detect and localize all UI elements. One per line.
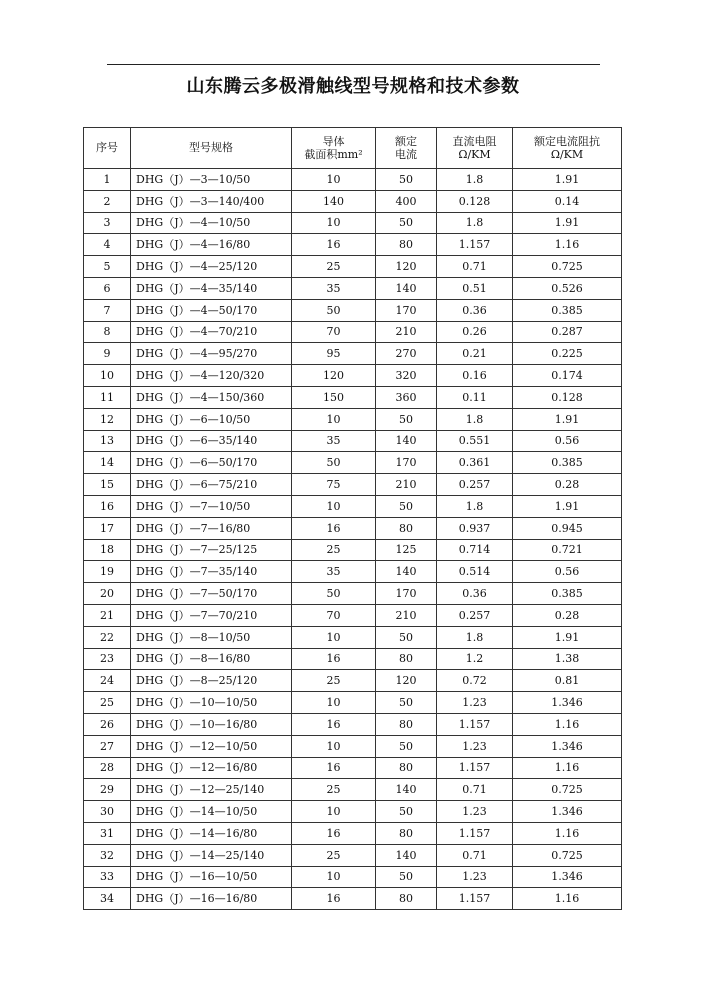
cell-dc-resistance: 0.257	[437, 604, 513, 626]
cell-index: 13	[84, 430, 131, 452]
cell-index: 1	[84, 169, 131, 191]
cell-rated-current: 140	[376, 779, 437, 801]
cell-rated-current: 125	[376, 539, 437, 561]
cell-impedance: 1.16	[513, 234, 622, 256]
cell-rated-current: 50	[376, 692, 437, 714]
cell-rated-current: 80	[376, 822, 437, 844]
cell-section-area: 16	[292, 517, 376, 539]
cell-section-area: 50	[292, 452, 376, 474]
table-row	[84, 277, 622, 299]
cell-rated-current: 270	[376, 343, 437, 365]
cell-model: DHG（J）—7—10/50	[131, 495, 292, 517]
cell-index: 8	[84, 321, 131, 343]
cell-dc-resistance: 0.11	[437, 386, 513, 408]
cell-rated-current: 50	[376, 169, 437, 191]
cell-section-area: 35	[292, 430, 376, 452]
cell-impedance: 0.721	[513, 539, 622, 561]
cell-section-area: 16	[292, 713, 376, 735]
cell-dc-resistance: 1.157	[437, 713, 513, 735]
cell-index: 25	[84, 692, 131, 714]
table-row	[84, 779, 622, 801]
cell-dc-resistance: 1.8	[437, 212, 513, 234]
cell-impedance: 0.56	[513, 430, 622, 452]
header-section-area: 导体 截面积mm²	[292, 128, 376, 169]
cell-impedance: 1.91	[513, 212, 622, 234]
cell-model: DHG（J）—4—50/170	[131, 299, 292, 321]
table-row	[84, 670, 622, 692]
cell-dc-resistance: 0.71	[437, 256, 513, 278]
cell-index: 21	[84, 604, 131, 626]
cell-dc-resistance: 0.72	[437, 670, 513, 692]
cell-rated-current: 50	[376, 408, 437, 430]
cell-rated-current: 320	[376, 365, 437, 387]
cell-impedance: 0.28	[513, 604, 622, 626]
cell-impedance: 1.346	[513, 735, 622, 757]
cell-dc-resistance: 0.361	[437, 452, 513, 474]
cell-dc-resistance: 0.21	[437, 343, 513, 365]
cell-dc-resistance: 0.36	[437, 583, 513, 605]
table-row	[84, 539, 622, 561]
table-row	[84, 648, 622, 670]
cell-section-area: 16	[292, 234, 376, 256]
table-row	[84, 561, 622, 583]
cell-index: 27	[84, 735, 131, 757]
cell-index: 16	[84, 495, 131, 517]
cell-impedance: 0.945	[513, 517, 622, 539]
cell-rated-current: 80	[376, 713, 437, 735]
cell-rated-current: 50	[376, 735, 437, 757]
cell-impedance: 1.346	[513, 692, 622, 714]
cell-dc-resistance: 1.157	[437, 757, 513, 779]
cell-index: 4	[84, 234, 131, 256]
cell-rated-current: 120	[376, 670, 437, 692]
table-row	[84, 583, 622, 605]
cell-index: 26	[84, 713, 131, 735]
cell-section-area: 25	[292, 779, 376, 801]
cell-impedance: 1.16	[513, 822, 622, 844]
cell-index: 6	[84, 277, 131, 299]
table-row	[84, 408, 622, 430]
cell-section-area: 75	[292, 474, 376, 496]
cell-dc-resistance: 0.51	[437, 277, 513, 299]
cell-impedance: 0.174	[513, 365, 622, 387]
cell-rated-current: 50	[376, 866, 437, 888]
table-row	[84, 474, 622, 496]
cell-impedance: 1.91	[513, 495, 622, 517]
cell-dc-resistance: 1.2	[437, 648, 513, 670]
cell-model: DHG（J）—4—25/120	[131, 256, 292, 278]
table-row	[84, 888, 622, 910]
table-row	[84, 452, 622, 474]
cell-index: 5	[84, 256, 131, 278]
cell-rated-current: 80	[376, 888, 437, 910]
cell-rated-current: 170	[376, 452, 437, 474]
cell-index: 20	[84, 583, 131, 605]
cell-model: DHG（J）—4—150/360	[131, 386, 292, 408]
cell-index: 29	[84, 779, 131, 801]
cell-index: 17	[84, 517, 131, 539]
cell-dc-resistance: 0.36	[437, 299, 513, 321]
cell-model: DHG（J）—14—16/80	[131, 822, 292, 844]
cell-model: DHG（J）—4—95/270	[131, 343, 292, 365]
header-impedance: 额定电流阻抗 Ω/KM	[513, 128, 622, 169]
cell-section-area: 16	[292, 757, 376, 779]
cell-rated-current: 360	[376, 386, 437, 408]
cell-rated-current: 140	[376, 561, 437, 583]
cell-impedance: 0.526	[513, 277, 622, 299]
cell-rated-current: 210	[376, 604, 437, 626]
cell-model: DHG（J）—4—70/210	[131, 321, 292, 343]
header-dc-resistance: 直流电阻 Ω/KM	[437, 128, 513, 169]
cell-model: DHG（J）—4—10/50	[131, 212, 292, 234]
cell-section-area: 10	[292, 212, 376, 234]
table-row	[84, 495, 622, 517]
cell-section-area: 25	[292, 670, 376, 692]
cell-rated-current: 50	[376, 212, 437, 234]
cell-index: 2	[84, 190, 131, 212]
cell-section-area: 10	[292, 408, 376, 430]
cell-dc-resistance: 1.23	[437, 735, 513, 757]
cell-rated-current: 80	[376, 234, 437, 256]
cell-rated-current: 50	[376, 801, 437, 823]
cell-model: DHG（J）—4—16/80	[131, 234, 292, 256]
cell-index: 33	[84, 866, 131, 888]
cell-dc-resistance: 1.23	[437, 692, 513, 714]
table-row	[84, 299, 622, 321]
cell-rated-current: 80	[376, 757, 437, 779]
cell-dc-resistance: 0.714	[437, 539, 513, 561]
cell-index: 18	[84, 539, 131, 561]
cell-section-area: 16	[292, 648, 376, 670]
cell-dc-resistance: 0.16	[437, 365, 513, 387]
cell-rated-current: 140	[376, 430, 437, 452]
cell-model: DHG（J）—3—140/400	[131, 190, 292, 212]
cell-model: DHG（J）—4—120/320	[131, 365, 292, 387]
cell-section-area: 70	[292, 604, 376, 626]
table-row	[84, 692, 622, 714]
cell-model: DHG（J）—12—16/80	[131, 757, 292, 779]
cell-rated-current: 50	[376, 495, 437, 517]
cell-index: 14	[84, 452, 131, 474]
cell-index: 34	[84, 888, 131, 910]
cell-dc-resistance: 0.937	[437, 517, 513, 539]
cell-impedance: 1.16	[513, 757, 622, 779]
cell-rated-current: 80	[376, 517, 437, 539]
table-row	[84, 844, 622, 866]
cell-dc-resistance: 1.157	[437, 888, 513, 910]
cell-section-area: 50	[292, 299, 376, 321]
cell-rated-current: 140	[376, 277, 437, 299]
cell-model: DHG（J）—16—16/80	[131, 888, 292, 910]
table-row	[84, 365, 622, 387]
cell-model: DHG（J）—6—50/170	[131, 452, 292, 474]
table-row	[84, 801, 622, 823]
table-row	[84, 386, 622, 408]
cell-model: DHG（J）—7—16/80	[131, 517, 292, 539]
cell-dc-resistance: 1.8	[437, 495, 513, 517]
cell-section-area: 35	[292, 561, 376, 583]
cell-index: 30	[84, 801, 131, 823]
cell-dc-resistance: 0.128	[437, 190, 513, 212]
cell-index: 9	[84, 343, 131, 365]
cell-model: DHG（J）—10—10/50	[131, 692, 292, 714]
cell-impedance: 0.128	[513, 386, 622, 408]
cell-index: 23	[84, 648, 131, 670]
cell-rated-current: 140	[376, 844, 437, 866]
cell-model: DHG（J）—7—70/210	[131, 604, 292, 626]
cell-model: DHG（J）—14—10/50	[131, 801, 292, 823]
cell-section-area: 10	[292, 801, 376, 823]
cell-impedance: 0.81	[513, 670, 622, 692]
cell-index: 3	[84, 212, 131, 234]
cell-impedance: 1.346	[513, 801, 622, 823]
cell-model: DHG（J）—7—25/125	[131, 539, 292, 561]
cell-section-area: 10	[292, 495, 376, 517]
cell-impedance: 0.14	[513, 190, 622, 212]
table-row	[84, 343, 622, 365]
cell-rated-current: 170	[376, 583, 437, 605]
header-model: 型号规格	[131, 128, 292, 169]
cell-dc-resistance: 0.71	[437, 844, 513, 866]
cell-model: DHG（J）—14—25/140	[131, 844, 292, 866]
cell-section-area: 16	[292, 888, 376, 910]
cell-model: DHG（J）—4—35/140	[131, 277, 292, 299]
cell-impedance: 0.287	[513, 321, 622, 343]
header-index: 序号	[84, 128, 131, 169]
table-row	[84, 212, 622, 234]
table-header-row	[84, 128, 622, 169]
cell-index: 31	[84, 822, 131, 844]
cell-dc-resistance: 1.23	[437, 801, 513, 823]
cell-dc-resistance: 0.26	[437, 321, 513, 343]
cell-rated-current: 400	[376, 190, 437, 212]
cell-section-area: 120	[292, 365, 376, 387]
cell-section-area: 10	[292, 692, 376, 714]
cell-dc-resistance: 1.23	[437, 866, 513, 888]
table-row	[84, 713, 622, 735]
cell-index: 12	[84, 408, 131, 430]
table-body	[84, 169, 622, 910]
spec-table	[83, 127, 622, 910]
cell-rated-current: 80	[376, 648, 437, 670]
cell-section-area: 25	[292, 539, 376, 561]
cell-section-area: 140	[292, 190, 376, 212]
cell-impedance: 1.16	[513, 888, 622, 910]
cell-section-area: 10	[292, 866, 376, 888]
page-title: 山东腾云多极滑触线型号规格和技术参数	[186, 76, 520, 97]
cell-model: DHG（J）—8—10/50	[131, 626, 292, 648]
cell-dc-resistance: 1.8	[437, 408, 513, 430]
cell-model: DHG（J）—7—35/140	[131, 561, 292, 583]
cell-index: 28	[84, 757, 131, 779]
cell-dc-resistance: 0.71	[437, 779, 513, 801]
cell-section-area: 25	[292, 256, 376, 278]
table-row	[84, 190, 622, 212]
header-rated-current: 额定 电流	[376, 128, 437, 169]
table-row	[84, 822, 622, 844]
table-row	[84, 169, 622, 191]
cell-model: DHG（J）—12—10/50	[131, 735, 292, 757]
cell-rated-current: 210	[376, 321, 437, 343]
cell-impedance: 0.225	[513, 343, 622, 365]
cell-section-area: 95	[292, 343, 376, 365]
table-row	[84, 735, 622, 757]
cell-model: DHG（J）—12—25/140	[131, 779, 292, 801]
cell-model: DHG（J）—6—10/50	[131, 408, 292, 430]
table-row	[84, 256, 622, 278]
cell-impedance: 0.385	[513, 299, 622, 321]
table-row	[84, 757, 622, 779]
cell-dc-resistance: 1.157	[437, 234, 513, 256]
cell-model: DHG（J）—6—75/210	[131, 474, 292, 496]
cell-index: 15	[84, 474, 131, 496]
cell-impedance: 0.28	[513, 474, 622, 496]
cell-dc-resistance: 0.551	[437, 430, 513, 452]
cell-index: 10	[84, 365, 131, 387]
cell-section-area: 35	[292, 277, 376, 299]
header-rule	[107, 64, 600, 65]
cell-impedance: 1.16	[513, 713, 622, 735]
table-row	[84, 321, 622, 343]
cell-impedance: 1.91	[513, 408, 622, 430]
cell-rated-current: 210	[376, 474, 437, 496]
cell-model: DHG（J）—7—50/170	[131, 583, 292, 605]
cell-impedance: 0.385	[513, 583, 622, 605]
cell-section-area: 16	[292, 822, 376, 844]
cell-index: 19	[84, 561, 131, 583]
cell-section-area: 50	[292, 583, 376, 605]
cell-impedance: 0.725	[513, 844, 622, 866]
cell-impedance: 0.56	[513, 561, 622, 583]
cell-impedance: 1.38	[513, 648, 622, 670]
cell-index: 22	[84, 626, 131, 648]
cell-impedance: 1.91	[513, 626, 622, 648]
cell-index: 11	[84, 386, 131, 408]
cell-model: DHG（J）—3—10/50	[131, 169, 292, 191]
cell-rated-current: 170	[376, 299, 437, 321]
cell-section-area: 70	[292, 321, 376, 343]
table-row	[84, 626, 622, 648]
cell-model: DHG（J）—8—16/80	[131, 648, 292, 670]
cell-rated-current: 50	[376, 626, 437, 648]
cell-impedance: 0.725	[513, 256, 622, 278]
cell-model: DHG（J）—16—10/50	[131, 866, 292, 888]
table-row	[84, 604, 622, 626]
cell-index: 7	[84, 299, 131, 321]
cell-dc-resistance: 1.8	[437, 169, 513, 191]
cell-impedance: 0.725	[513, 779, 622, 801]
cell-impedance: 0.385	[513, 452, 622, 474]
cell-model: DHG（J）—6—35/140	[131, 430, 292, 452]
cell-index: 32	[84, 844, 131, 866]
cell-rated-current: 120	[376, 256, 437, 278]
cell-dc-resistance: 0.257	[437, 474, 513, 496]
table-row	[84, 234, 622, 256]
cell-dc-resistance: 1.8	[437, 626, 513, 648]
table-row	[84, 866, 622, 888]
cell-impedance: 1.346	[513, 866, 622, 888]
table-row	[84, 430, 622, 452]
cell-dc-resistance: 1.157	[437, 822, 513, 844]
cell-impedance: 1.91	[513, 169, 622, 191]
cell-section-area: 25	[292, 844, 376, 866]
cell-dc-resistance: 0.514	[437, 561, 513, 583]
cell-section-area: 150	[292, 386, 376, 408]
table-row	[84, 517, 622, 539]
cell-model: DHG（J）—8—25/120	[131, 670, 292, 692]
cell-index: 24	[84, 670, 131, 692]
cell-model: DHG（J）—10—16/80	[131, 713, 292, 735]
cell-section-area: 10	[292, 169, 376, 191]
cell-section-area: 10	[292, 626, 376, 648]
cell-section-area: 10	[292, 735, 376, 757]
